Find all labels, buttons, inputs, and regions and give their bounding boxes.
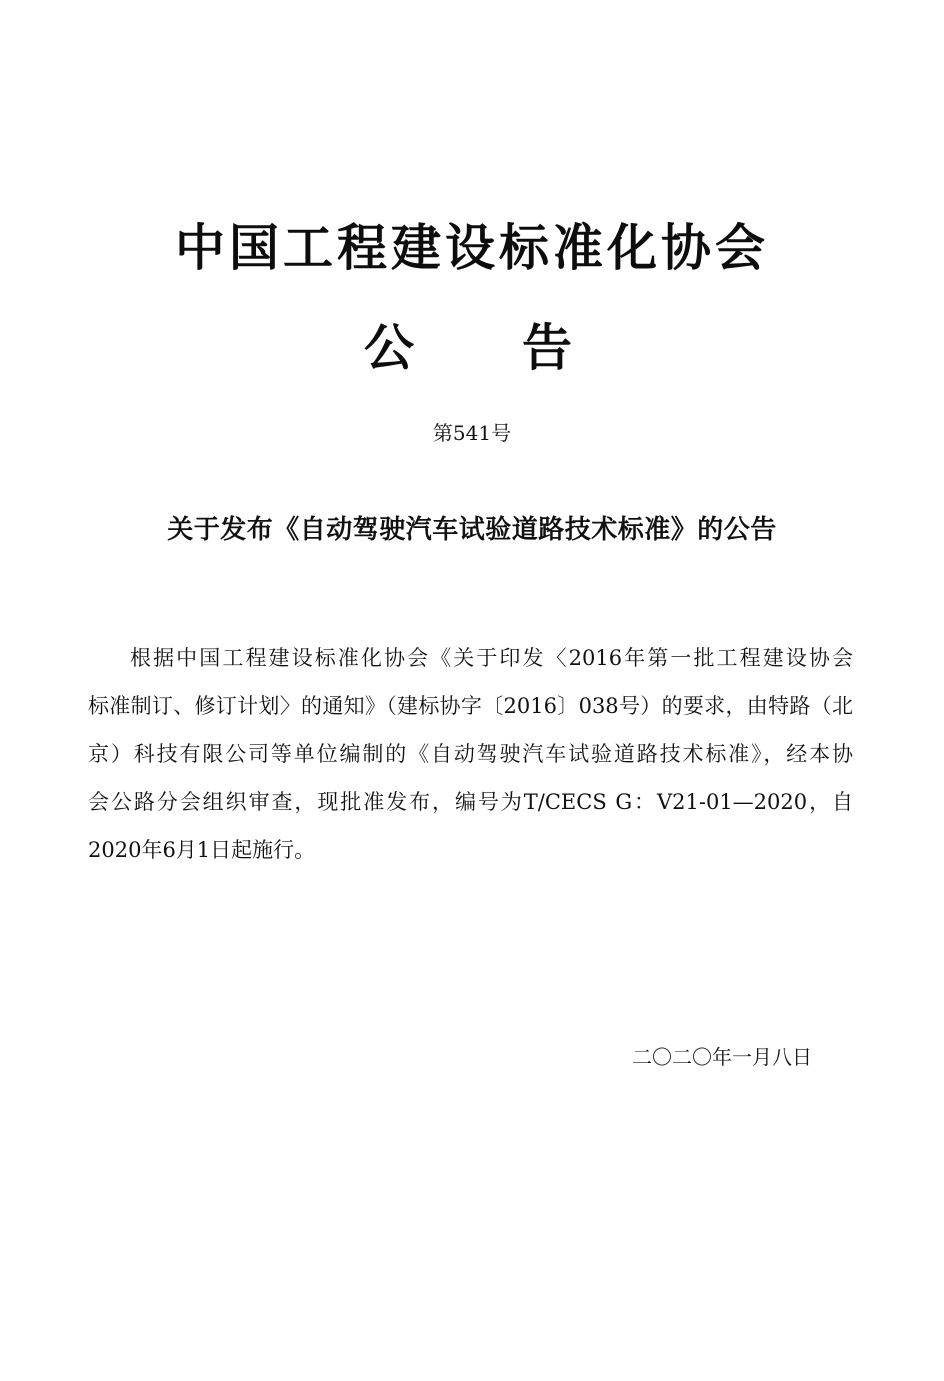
body-line-4: 会公路分会组织审查，现批准发布，编号为T/CECS G：V21-01—2020，自 — [88, 790, 853, 814]
issue-date: 二〇二〇年一月八日 — [632, 1045, 812, 1069]
body-paragraph — [88, 634, 853, 874]
document-number: 第541号 — [432, 421, 512, 445]
document-type-heading — [0, 318, 944, 378]
notice-title: 关于发布《自动驾驶汽车试验道路技术标准》的公告 — [167, 515, 777, 545]
body-line-2: 标准制订、修订计划〉的通知》（建标协字〔2016〕038号）的要求，由特路（北 — [88, 694, 853, 718]
organization-title: 中国工程建设标准化协会 — [175, 219, 769, 277]
body-line-1: 根据中国工程建设标准化协会《关于印发〈2016年第一批工程建设协会 — [130, 646, 853, 670]
document-type-char-1: 公 — [364, 319, 414, 377]
body-line-3: 京）科技有限公司等单位编制的《自动驾驶汽车试验道路技术标准》，经本协 — [88, 742, 853, 766]
document-type-char-2: 告 — [522, 319, 572, 377]
body-line-5: 2020年6月1日起施行。 — [88, 838, 316, 862]
